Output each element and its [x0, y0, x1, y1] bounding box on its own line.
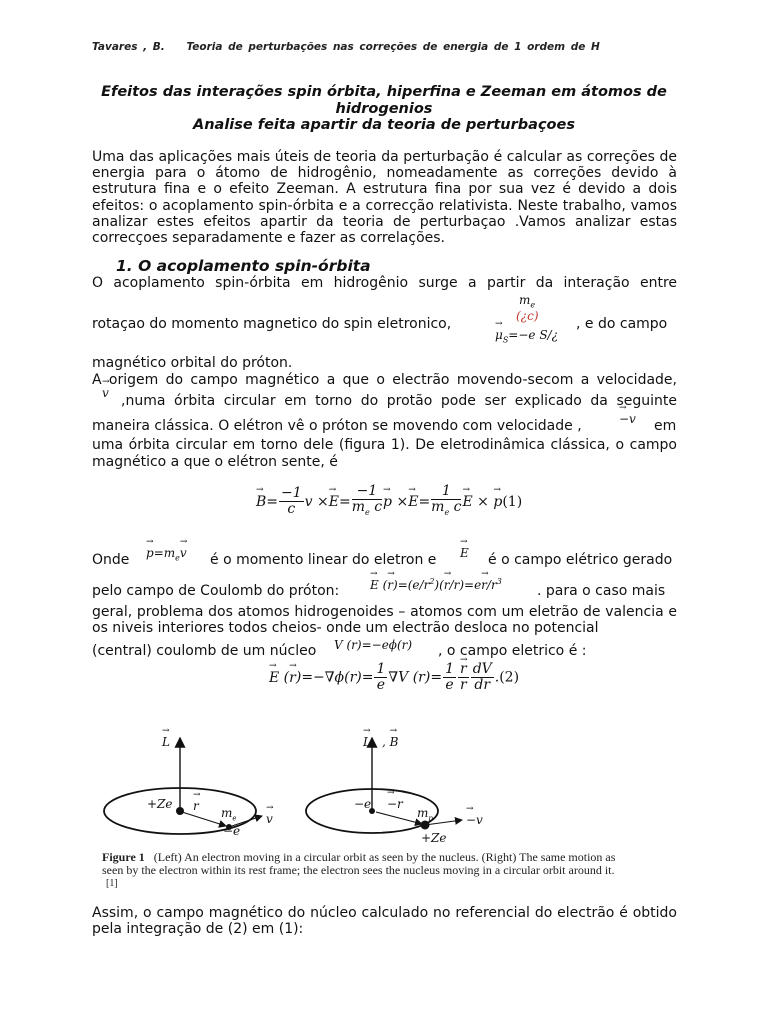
- p3-line-2a: pelo campo de Coulomb do próton:: [92, 583, 340, 599]
- fig-left-r: → r: [193, 799, 199, 813]
- fig-left-m: $m_e$: [221, 806, 237, 823]
- fig-right-r: → −r: [387, 797, 403, 811]
- fig-left-e: −e: [223, 824, 241, 838]
- header-title: Teoria de perturbações nas correções de energia de 1 ordem de H: [186, 41, 600, 53]
- title-line-1: Efeitos das interações spin órbita, hiperfina e Zeeman em átomos de: [101, 84, 667, 100]
- p1-line-2b: , e do campo: [576, 316, 668, 332]
- fig-right-m: $m_p$: [417, 806, 433, 823]
- p1-line-2a: rotaçao do momento magnetico do spin eletronico,: [92, 316, 452, 332]
- right-r-arrow: [376, 812, 422, 824]
- p2-line-4: uma órbita circular em torno dele (figura 1). De eletrodinâmica clássica, o campo: [92, 437, 677, 453]
- p2-line-5: magnético a que o elétron sente, é: [92, 454, 338, 470]
- caption-text: (Left) An electron moving in a circular orbit as seen by the nucleus. (Right) The same motion as seen by the electron within its rest frame; the electron sees the nucleus moving in a circular orbit around it.: [102, 850, 616, 877]
- left-r-arrow: [182, 812, 226, 826]
- figure-caption: [102, 851, 617, 891]
- mu-eq-top: $m_e$: [519, 293, 536, 310]
- equation-1: → B= $\frac{-1}{c}$ v ×→ E= $\frac{-1}{m_e c}$ → p ×→ E= $\frac{1}{m_e c}$ → E × → p(1): [256, 484, 522, 520]
- p4-paragraph: Assim, o campo magnético do núcleo calculado no referencial do electrão é obtido pela integração de (2) em (1):: [92, 905, 677, 938]
- caption-label: Figure 1: [102, 850, 145, 864]
- p2-line-1: A origem do campo magnético a que o electrão movendo-secom a velocidade,: [92, 372, 677, 388]
- p3-line-2b: . para o caso mais: [537, 583, 666, 599]
- mu-eq-mid: (¿c): [516, 309, 539, 323]
- equation-2: → E (→ r)=−∇ϕ(r)= $\frac{1}{e}$ ∇V (r)= $\frac{1}{e}$ → $\frac{r}{r}$ $\frac{dV}{dr}$ .(2): [269, 662, 519, 693]
- e-field-symbol: → E: [460, 546, 469, 560]
- p1-line-1: O acoplamento spin-órbita em hidrogênio surge a partir da interação entre: [92, 275, 677, 291]
- fig-left-L: → L: [162, 735, 170, 749]
- intro-paragraph: Uma das aplicações mais úteis de teoria da perturbação é calcular as correções de energia para o átomo de hidrogênio, nomeadamente as correções devido à estrutura fina e o efeito Zeeman. A estrutura fina por sua vez é devido a dois efeitos: o acoplamento spin-órbita e a correcção relativista. Neste trabalho, vamos analizar estes efeitos apartir da teoria de perturbaçao .Vamos analizar estas correcçoes separadamente e fazer as correlações.: [92, 149, 677, 247]
- fig-right-charge: +Ze: [421, 831, 447, 845]
- p2-line-3a: maneira clássica. O elétron vê o próton se movendo com velocidade ,: [92, 418, 582, 434]
- caption-ref: [1]: [106, 878, 118, 889]
- fig-right-L: → L: [363, 735, 371, 749]
- v-symbol-1: → v: [102, 386, 109, 400]
- p3-line-4b: , o campo eletrico é :: [438, 643, 587, 659]
- momentum-eq: → $p=m_e\to v$: [146, 546, 187, 562]
- title-line-3: Analise feita apartir da teoria de perturbaçoes: [193, 117, 575, 133]
- potential-eq: V (r)=−eϕ(r): [334, 638, 413, 652]
- header-author: Tavares , B.: [92, 41, 165, 53]
- fig-left-charge: +Ze: [147, 797, 173, 811]
- p3-line-1a: Onde: [92, 552, 130, 568]
- p1-line-3: magnético orbital do próton.: [92, 355, 293, 371]
- coulomb-eq: → E (→ $r)=(e/r^2)(\to r/r)=e\to r/r^3$: [370, 577, 502, 592]
- title-line-2: hidrogenios: [335, 100, 433, 117]
- p3-line-1b: é o momento linear do eletron e: [210, 552, 437, 568]
- fig-right-e: −e: [354, 797, 372, 811]
- p2-line-2: ,numa órbita circular em torno do protão pode ser explicado da seguinte: [121, 393, 677, 409]
- p3-line-3: geral, problema dos atomos hidrogenoides – atomos com um eletrão de valencia e os niveis interiores todos cheios- onde um electrão desloca no potencial: [92, 604, 677, 637]
- p2-line-3b: em: [654, 418, 677, 434]
- minus-v-symbol: → −v: [619, 412, 636, 426]
- fig-left-v: → v: [266, 812, 273, 826]
- fig-right-v: → −v: [466, 813, 483, 827]
- p3-line-4a: (central) coulomb de um núcleo: [92, 643, 317, 659]
- fig-right-B: , → B: [382, 735, 398, 749]
- mu-eq-main: → $\mu_S=-e$ S/¿: [495, 328, 558, 344]
- p3-line-1c: é o campo elétrico gerado: [488, 552, 673, 568]
- section-heading: 1. O acoplamento spin-órbita: [116, 257, 371, 275]
- left-nucleus: [176, 807, 184, 815]
